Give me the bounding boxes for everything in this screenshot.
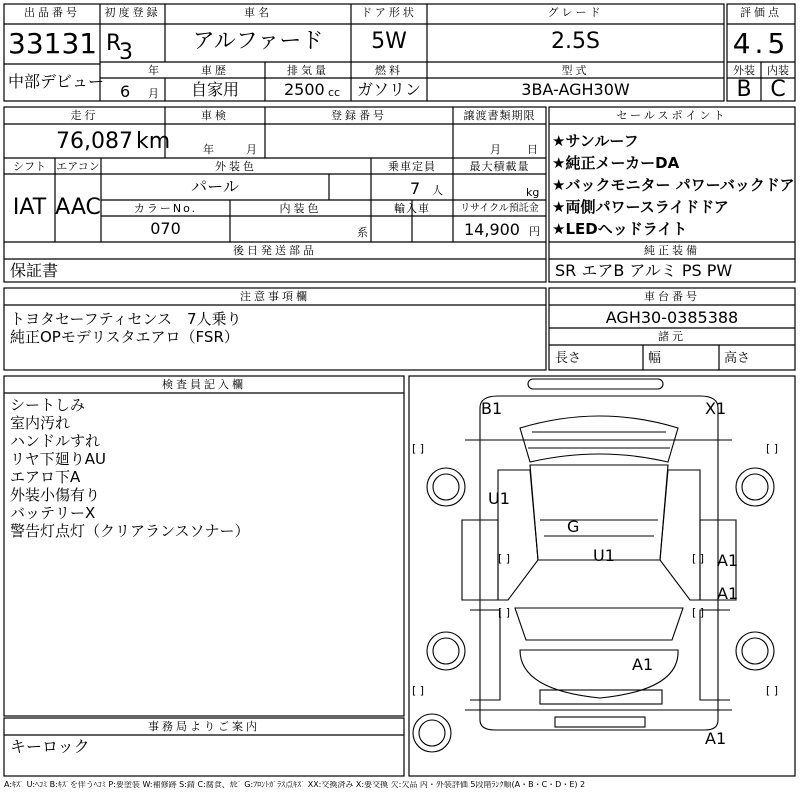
recycle-fee: 14,900 [464, 220, 520, 239]
capacity-unit: 人 [432, 184, 443, 197]
bracket-marker: [ ] [498, 606, 511, 619]
displacement: 2500 [284, 80, 325, 99]
lot-no: 33131 [8, 27, 98, 60]
transfer-month-unit: 月 [490, 143, 501, 156]
sales-point: ★純正メーカーDA [552, 154, 680, 172]
sales-point: ★LEDヘッドライト [552, 220, 688, 238]
door-type: 5W [371, 29, 407, 54]
inspection-month-unit: 月 [246, 143, 257, 156]
history-label: 車歴 [201, 64, 229, 77]
sales-points-list [552, 130, 794, 240]
transfer-label: 譲渡書類期限 [463, 109, 536, 122]
sales-point: ★サンルーフ [552, 132, 639, 150]
dimensions-label: 諸元 [658, 330, 686, 343]
length-label: 長さ [555, 351, 582, 366]
reg-month: 6 [120, 82, 131, 101]
inspector-note: バッテリーX [10, 504, 96, 522]
office-label: 事務局よりご案内 [148, 720, 260, 733]
month-unit: 月 [148, 87, 159, 100]
color-no: 070 [150, 219, 181, 238]
score: 4.5 [732, 27, 790, 60]
max-load-label: 最大積載量 [469, 160, 530, 173]
year-unit: 年 [148, 64, 159, 77]
inspector-note: リヤ下廻りAU [10, 450, 106, 468]
mark-a1-side-lower: A1 [717, 584, 739, 603]
inspection-label: 車検 [201, 109, 229, 122]
reg-no-label: 登録番号 [331, 109, 387, 122]
ext-color: パール [191, 177, 239, 196]
interior-label: 内装 [767, 64, 789, 77]
inspector-note: シートしみ [10, 396, 86, 414]
color-no-label: カラーNo. [133, 202, 198, 215]
transfer-day-unit: 日 [527, 143, 538, 156]
int-color-label: 内装色 [279, 202, 322, 215]
shipping-label: 後日発送部品 [233, 244, 317, 257]
reg-year: 3 [119, 40, 133, 65]
inspector-note: ハンドルすれ [10, 432, 101, 450]
standard-equipment: SR エアB アルミ PS PW [555, 261, 733, 280]
mileage-unit: km [136, 129, 171, 154]
mileage: 76,087 [56, 129, 133, 154]
exterior-grade: B [736, 77, 752, 102]
bracket-marker: [ ] [412, 442, 425, 455]
bracket-marker: [ ] [412, 684, 425, 697]
mark-a1-side-upper: A1 [717, 551, 739, 570]
legend: A:ｷｽﾞ U:ﾍｺﾐ B:ｷｽﾞを伴うﾍｺﾐ P:要塗装 W:補修跡 S:錆 C:腐食、ｶﾋﾞ G:ﾌﾛﾝﾄｶﾞﾗｽ点ｷｽﾞ XX:交換済み X:要交換 欠:欠品 内・外装評価 5段階ﾗﾝｸ順(A・B・C・D・E) 2 [4, 781, 586, 789]
sales-point: ★バックモニター パワーバックドア [552, 176, 795, 194]
office-note: キーロック [10, 737, 90, 756]
mark-u1-center: U1 [593, 546, 615, 565]
sales-points-label: セールスポイント [616, 109, 728, 122]
mark-b1: B1 [481, 399, 503, 418]
shift-label: シフト [13, 160, 46, 173]
bracket-marker: [ ] [766, 442, 779, 455]
shift: IAT [12, 195, 47, 220]
import-label: 輸入車 [394, 202, 430, 215]
score-label: 評価点 [740, 6, 782, 19]
inspector-note: 警告灯点灯（クリアランスソナー） [10, 522, 250, 540]
int-color-unit: 系 [357, 226, 368, 239]
mark-x1: X1 [705, 399, 727, 418]
grade-label: グレード [547, 6, 604, 19]
displacement-label: 排気量 [287, 64, 329, 77]
inspector-label: 検査員記入欄 [162, 378, 246, 391]
capacity-label: 乗車定員 [388, 160, 436, 173]
width-label: 幅 [648, 351, 662, 366]
era: R [106, 31, 122, 56]
inspector-note: 外装小傷有り [10, 486, 101, 504]
mark-a1-bottom: A1 [705, 729, 727, 748]
history: 自家用 [190, 80, 239, 99]
note-line: トヨタセーフティセンス 7人乗り [10, 310, 242, 328]
fuel: ガソリン [356, 80, 421, 99]
chassis-no: AGH30-0385388 [605, 308, 739, 327]
car-name-label: 車名 [244, 6, 272, 19]
model-code: 3BA-AGH30W [521, 80, 630, 99]
mark-u1-left: U1 [488, 489, 510, 508]
recycle-unit: 円 [529, 225, 540, 238]
aircon: AAC [55, 195, 101, 220]
standard-equipment-label: 純正装備 [644, 244, 700, 257]
mark-g: G [567, 517, 580, 536]
inspector-notes [10, 396, 250, 540]
first-reg-label: 初度登録 [104, 6, 161, 19]
bracket-marker: [ ] [692, 552, 705, 565]
door-label: ドア形状 [361, 6, 417, 19]
mark-a1-rear: A1 [632, 655, 654, 674]
notes-label: 注意事項欄 [240, 290, 310, 303]
height-label: 高さ [724, 351, 751, 366]
aircon-label: エアコン [56, 160, 100, 173]
ext-color-label: 外装色 [215, 160, 257, 173]
fuel-label: 燃料 [375, 64, 403, 77]
inspector-note: 室内汚れ [10, 414, 71, 432]
bracket-marker: [ ] [498, 552, 511, 565]
mileage-label: 走行 [70, 109, 99, 122]
lot-no-label: 出品番号 [24, 6, 80, 19]
chassis-label: 車台番号 [644, 290, 700, 303]
load-unit: kg [526, 186, 540, 199]
recycle-label: リサイクル預託金 [460, 203, 539, 214]
inspection-year-unit: 年 [203, 143, 214, 156]
shipping-parts: 保証書 [10, 261, 59, 280]
venue: 中部デビュー [8, 72, 105, 91]
capacity: 7 [410, 179, 421, 198]
inspector-note: エアロ下A [10, 468, 81, 486]
notes-list [10, 310, 242, 346]
note-line: 純正OPモデリスタエアロ（FSR） [10, 328, 239, 346]
grade: 2.5S [551, 29, 600, 54]
interior-grade: C [770, 77, 786, 102]
car-name: アルファード [192, 29, 324, 54]
model-code-label: 型式 [561, 64, 590, 77]
exterior-label: 外装 [733, 64, 755, 77]
bracket-marker: [ ] [766, 684, 779, 697]
displacement-unit: cc [328, 86, 341, 99]
sales-point: ★両側パワースライドドア [552, 198, 729, 216]
bracket-marker: [ ] [692, 606, 705, 619]
